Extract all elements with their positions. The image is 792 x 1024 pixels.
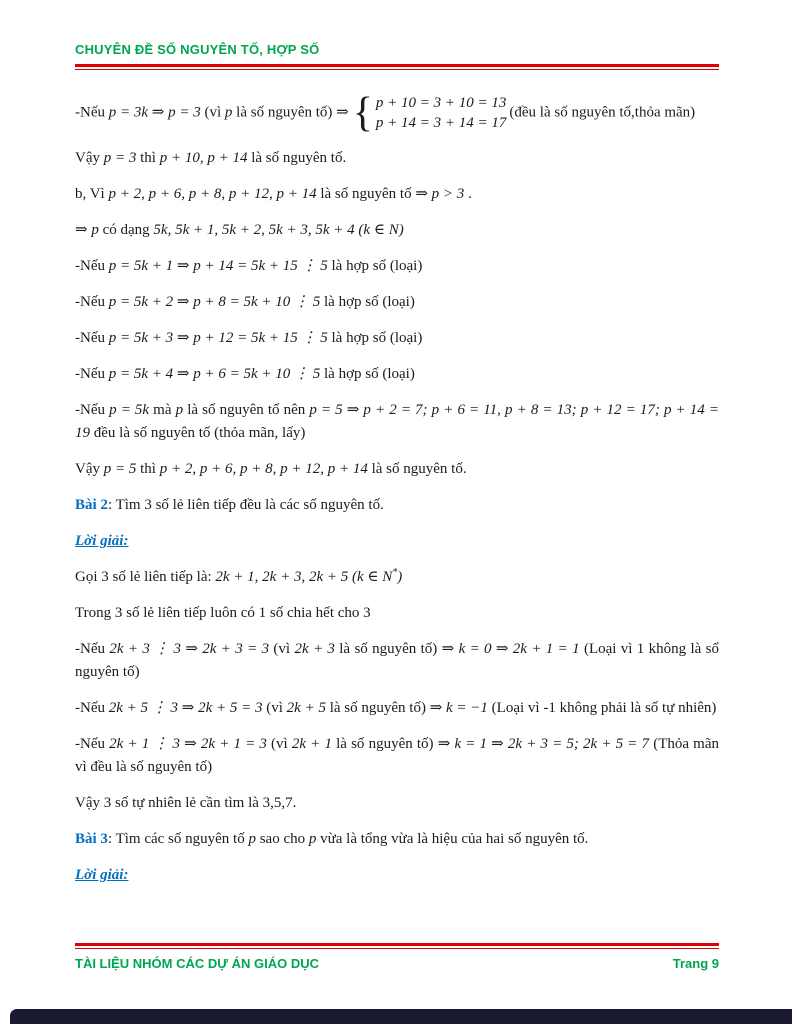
conclusion-3 bbox=[75, 147, 719, 170]
text-run: . bbox=[464, 186, 472, 202]
text-run: -Nếu bbox=[75, 366, 109, 382]
text-run: (Thỏa mãn vì đều là số nguyên tố) bbox=[75, 736, 720, 775]
math-run: p = 3k ⇒ p = 3 bbox=[108, 104, 201, 121]
text-run: là hợp số (loại) bbox=[327, 330, 423, 346]
text-run: là số nguyên tố. bbox=[247, 150, 347, 166]
header-rule-thick-line bbox=[75, 64, 719, 67]
text-run: Trong 3 số lẻ liên tiếp luôn có 1 số chia hết cho 3 bbox=[75, 605, 371, 621]
case-2k3 bbox=[75, 638, 719, 684]
footer-rule-thick-line bbox=[75, 943, 719, 946]
math-run: p + 10, p + 14 bbox=[159, 150, 248, 166]
case-2k5 bbox=[75, 697, 719, 720]
text-run: -Nếu bbox=[75, 258, 109, 274]
text-run: -Nếu bbox=[75, 736, 110, 752]
math-run: p = 3 bbox=[103, 150, 137, 166]
text-run: b, Vì bbox=[75, 186, 109, 202]
math-run: 2k + 3 ⋮ 3 ⇒ 2k + 3 = 3 bbox=[109, 641, 270, 657]
text-run: Gọi 3 số lẻ liên tiếp là: bbox=[75, 569, 216, 585]
exercise-2-heading bbox=[75, 494, 719, 517]
math-run: p = 5 bbox=[103, 461, 137, 477]
text-run: (vì bbox=[200, 104, 225, 121]
exercise-3-heading bbox=[75, 828, 719, 851]
conclusion-357 bbox=[75, 792, 719, 815]
text-run: (vì bbox=[269, 641, 295, 657]
text-run: -Nếu bbox=[75, 700, 109, 716]
sup-run: * bbox=[392, 567, 398, 578]
math-run: ⇒ p bbox=[75, 222, 99, 238]
math-run: p = 5k + 4 ⇒ p + 6 = 5k + 10 ⋮ 5 bbox=[108, 366, 321, 382]
conclusion-5 bbox=[75, 458, 719, 481]
text-run: sao cho bbox=[255, 831, 309, 847]
text-run: -Nếu bbox=[75, 104, 109, 121]
math-run: p bbox=[175, 402, 184, 418]
forms-of-p bbox=[75, 219, 719, 242]
text-run: là số nguyên tố bbox=[316, 186, 416, 202]
page-break-bar bbox=[10, 1009, 792, 1024]
case-5k2 bbox=[75, 291, 719, 314]
math-run: 2k + 5 ⋮ 3 ⇒ 2k + 5 = 3 bbox=[108, 700, 263, 716]
case-5k bbox=[75, 399, 719, 445]
footer-left-text: TÀI LIỆU NHÓM CÁC DỰ ÁN GIÁO DỤC bbox=[75, 956, 320, 971]
text-run: (vì bbox=[266, 736, 292, 752]
math-run: 2k + 1 bbox=[291, 736, 332, 752]
text-run: Vậy 3 số tự nhiên lẻ cần tìm là 3,5,7. bbox=[75, 795, 297, 811]
cases-lines bbox=[373, 93, 507, 133]
math-run: p = 5k + 3 ⇒ p + 12 = 5k + 15 ⋮ 5 bbox=[108, 330, 328, 346]
text-run: là hợp số (loại) bbox=[320, 294, 415, 310]
text-run: thì bbox=[136, 150, 160, 166]
math-run: 5k, 5k + 1, 5k + 2, 5k + 3, 5k + 4 (k ∈ N) bbox=[153, 222, 404, 238]
text-run: là hợp số (loại) bbox=[320, 366, 415, 382]
text-run: Lời giải: bbox=[75, 533, 129, 549]
text-run: là hợp số (loại) bbox=[327, 258, 423, 274]
left-brace-glyph: { bbox=[352, 90, 373, 136]
text-run: thì bbox=[136, 461, 160, 477]
text-run: (Loại vì -1 không phải là số tự nhiên) bbox=[487, 700, 717, 716]
text-run: : Tìm 3 số lẻ liên tiếp đều là các số nguyên tố. bbox=[107, 497, 384, 513]
text-run: -Nếu bbox=[75, 402, 110, 418]
label-run: Bài 2 bbox=[75, 497, 108, 513]
text-run: là số nguyên tố) bbox=[232, 104, 337, 121]
divisibility-note bbox=[75, 602, 719, 625]
text-run: Vậy bbox=[75, 461, 104, 477]
footer-row bbox=[75, 956, 719, 971]
math-run: p = 5k + 1 ⇒ p + 14 = 5k + 15 ⋮ 5 bbox=[108, 258, 328, 274]
part-b-intro bbox=[75, 183, 719, 206]
text-run: đều là số nguyên tố (thỏa mãn, lấy) bbox=[90, 425, 306, 441]
math-run: 2k + 1, 2k + 3, 2k + 5 (k ∈ N bbox=[215, 569, 393, 585]
text-run: Vậy bbox=[75, 150, 104, 166]
text-run: -Nếu bbox=[75, 641, 110, 657]
footer-rule-thin-line bbox=[75, 948, 719, 949]
text-run: là số nguyên tố) bbox=[331, 736, 438, 752]
text-run: mà bbox=[149, 402, 176, 418]
document-title: CHUYÊN ĐỀ SỐ NGUYÊN TỐ, HỢP SỐ bbox=[75, 42, 320, 57]
math-run: p bbox=[308, 831, 317, 847]
math-run: p = 5k bbox=[109, 402, 150, 418]
text-run: (vì bbox=[262, 700, 287, 716]
math-run: p + 2, p + 6, p + 8, p + 12, p + 14 bbox=[108, 186, 317, 202]
math-run: 2k + 5 bbox=[286, 700, 326, 716]
text-run: (đều là số nguyên tố,thỏa mãn) bbox=[509, 104, 696, 121]
math-run: ⇒ k = 0 ⇒ 2k + 1 = 1 bbox=[441, 641, 580, 657]
case-5k3 bbox=[75, 327, 719, 350]
math-run: ⇒ bbox=[336, 104, 349, 121]
text-run: là số nguyên tố. bbox=[367, 461, 467, 477]
math-run: p = 5 ⇒ p + 2 = 7; p + 6 = 11, p + 8 = 13; p + 12 = 17; p + 14 = 19 bbox=[75, 402, 719, 441]
math-run: p = 5k + 2 ⇒ p + 8 = 5k + 10 ⋮ 5 bbox=[108, 294, 321, 310]
text-run: là số nguyên tố) bbox=[334, 641, 442, 657]
math-run: p + 10 = 3 + 10 = 13 bbox=[375, 95, 507, 111]
label-run: Bài 3 bbox=[75, 831, 108, 847]
math-run: p bbox=[248, 831, 256, 847]
math-run: 2k + 1 ⋮ 3 ⇒ 2k + 1 = 3 bbox=[109, 736, 267, 752]
math-run: p bbox=[224, 104, 233, 121]
document-body bbox=[75, 92, 719, 900]
page-header bbox=[75, 42, 719, 70]
text-run: là số nguyên tố nên bbox=[183, 402, 310, 418]
case-5k1 bbox=[75, 255, 719, 278]
math-run: p + 14 = 3 + 14 = 17 bbox=[375, 115, 507, 131]
math-run: ⇒ k = −1 bbox=[429, 700, 488, 716]
case-2k1 bbox=[75, 733, 719, 779]
text-run: là số nguyên tố) bbox=[325, 700, 430, 716]
case-5k4 bbox=[75, 363, 719, 386]
footer-page-number: Trang 9 bbox=[672, 956, 719, 971]
solution-heading bbox=[75, 530, 719, 553]
setup-odd-numbers bbox=[75, 566, 719, 589]
text-run: : Tìm các số nguyên tố bbox=[107, 831, 249, 847]
text-run: -Nếu bbox=[75, 294, 109, 310]
math-run: ⇒ p > 3 bbox=[415, 186, 465, 202]
text-run: vừa là tổng vừa là hiệu của hai số nguyên tố. bbox=[316, 831, 589, 847]
text-run: Lời giải: bbox=[75, 867, 129, 883]
math-run: 2k + 3 bbox=[294, 641, 335, 657]
solution-heading bbox=[75, 864, 719, 887]
text-run: -Nếu bbox=[75, 330, 109, 346]
math-run: ⇒ k = 1 ⇒ 2k + 3 = 5; 2k + 5 = 7 bbox=[437, 736, 650, 752]
math-run: p + 2, p + 6, p + 8, p + 12, p + 14 bbox=[159, 461, 368, 477]
page-footer bbox=[75, 936, 719, 971]
text-run: (Loại vì 1 không là số nguyên tố) bbox=[75, 641, 720, 680]
cases-group bbox=[353, 92, 507, 134]
header-rule-thin-line bbox=[75, 69, 719, 70]
case-3k bbox=[75, 92, 719, 134]
header-rule bbox=[75, 64, 719, 70]
footer-rule bbox=[75, 943, 719, 949]
text-run: có dạng bbox=[98, 222, 154, 238]
math-run: ) bbox=[397, 569, 403, 585]
